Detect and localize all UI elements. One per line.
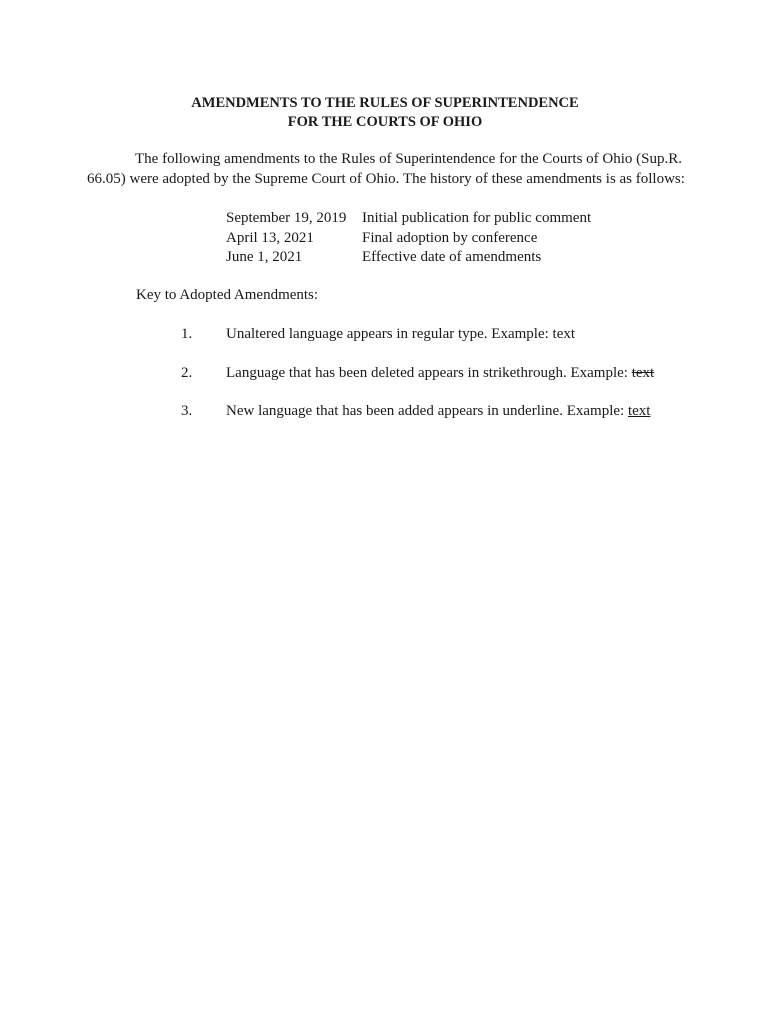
history-date: April 13, 2021: [226, 229, 314, 246]
history-row: [226, 248, 591, 268]
key-heading: Key to Adopted Amendments:: [136, 287, 319, 303]
key-item-text: [226, 402, 650, 422]
intro-line-2: 66.05) were adopted by the Supreme Court of Ohio. The history of these amendments is as follows:: [87, 170, 685, 187]
amendment-history: [226, 209, 591, 268]
key-item-deleted: [0, 364, 770, 384]
key-item-text: [226, 364, 654, 384]
example-underline: text: [627, 403, 651, 419]
history-row: [226, 209, 591, 229]
key-item-description: Unaltered language appears in regular type. Example:: [226, 326, 553, 342]
key-item-number: 1.: [181, 326, 193, 342]
key-item-number: 3.: [181, 403, 193, 419]
history-event: Effective date of amendments: [362, 249, 542, 265]
document-title-line-2: FOR THE COURTS OF OHIO: [287, 114, 483, 130]
history-event: Final adoption by conference: [362, 229, 538, 246]
key-item-number: 2.: [181, 365, 193, 381]
document-title-line-1: AMENDMENTS TO THE RULES OF SUPERINTENDENCE: [191, 95, 579, 111]
intro-line-1: The following amendments to the Rules of Superintendence for the Courts of Ohio (Sup.R.: [135, 151, 682, 167]
key-item-text: [226, 325, 575, 345]
key-item-added: [0, 402, 770, 422]
key-item-description: Language that has been deleted appears in strikethrough. Example:: [226, 365, 632, 381]
key-item-description: New language that has been added appears in underline. Example:: [226, 403, 628, 419]
history-event: Initial publication for public comment: [362, 210, 592, 226]
intro-paragraph: [87, 150, 692, 189]
history-row: [226, 229, 591, 249]
example-regular: text: [552, 326, 576, 342]
history-date: June 1, 2021: [226, 249, 303, 265]
history-date: September 19, 2019: [226, 210, 347, 226]
key-item-unaltered: [0, 325, 770, 345]
example-strikethrough: text: [631, 365, 655, 381]
